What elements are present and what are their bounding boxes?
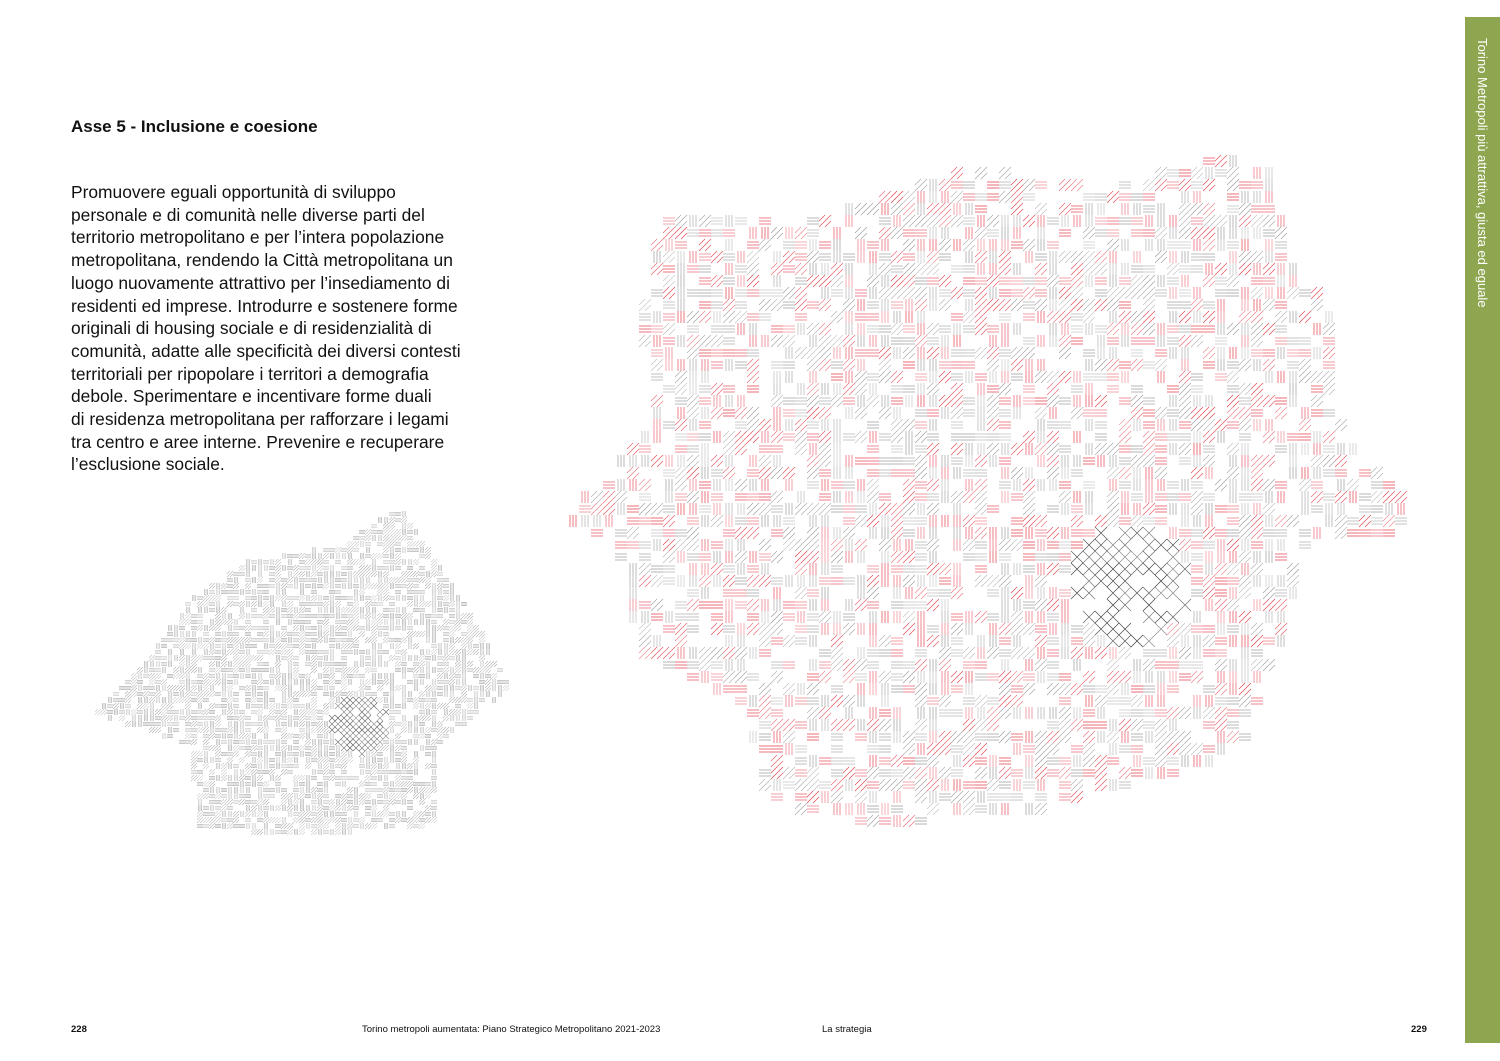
- metro-map-large: [550, 145, 1420, 835]
- page-number-right: 229: [1411, 1024, 1427, 1035]
- body-line: Promuovere eguali opportunità di sviluppo: [71, 182, 396, 202]
- body-line: debole. Sperimentare e incentivare forme duali: [71, 386, 432, 407]
- section-title: Asse 5 - Inclusione e coesione: [71, 117, 318, 136]
- side-tab-label: Torino Metropoli più attrattiva, giusta ed eguale: [1475, 38, 1490, 308]
- body-line: residenti ed imprese. Introdurre e sostenere forme: [71, 295, 458, 316]
- publication-title: Torino metropoli aumentata: Piano Strategico Metropolitano 2021-2023: [362, 1024, 661, 1035]
- side-tab: [1465, 17, 1500, 1043]
- body-paragraph: [71, 181, 511, 476]
- metro-map-small: [90, 505, 520, 850]
- footer-section: La strategia: [822, 1024, 872, 1035]
- body-line: tra centro e aree interne. Prevenire e recuperare: [71, 431, 445, 452]
- body-line: territorio metropolitano e per l’intera popolazione: [71, 227, 445, 248]
- body-line: l’esclusione sociale.: [71, 454, 225, 475]
- body-line: di residenza metropolitana per rafforzare i legami: [71, 409, 449, 430]
- page-number-left: 228: [71, 1024, 87, 1035]
- body-line: personale e di comunità nelle diverse parti del: [71, 204, 425, 225]
- body-line: originali di housing sociale e di residenzialità di: [71, 318, 432, 339]
- body-line: luogo nuovamente attrattivo per l’insediamento di: [71, 272, 450, 293]
- body-line: territoriali per ripopolare i territori a demografia: [71, 363, 429, 384]
- body-line: comunità, adatte alle specificità dei diversi contesti: [71, 340, 461, 361]
- body-line: metropolitana, rendendo la Città metropolitana un: [71, 250, 453, 271]
